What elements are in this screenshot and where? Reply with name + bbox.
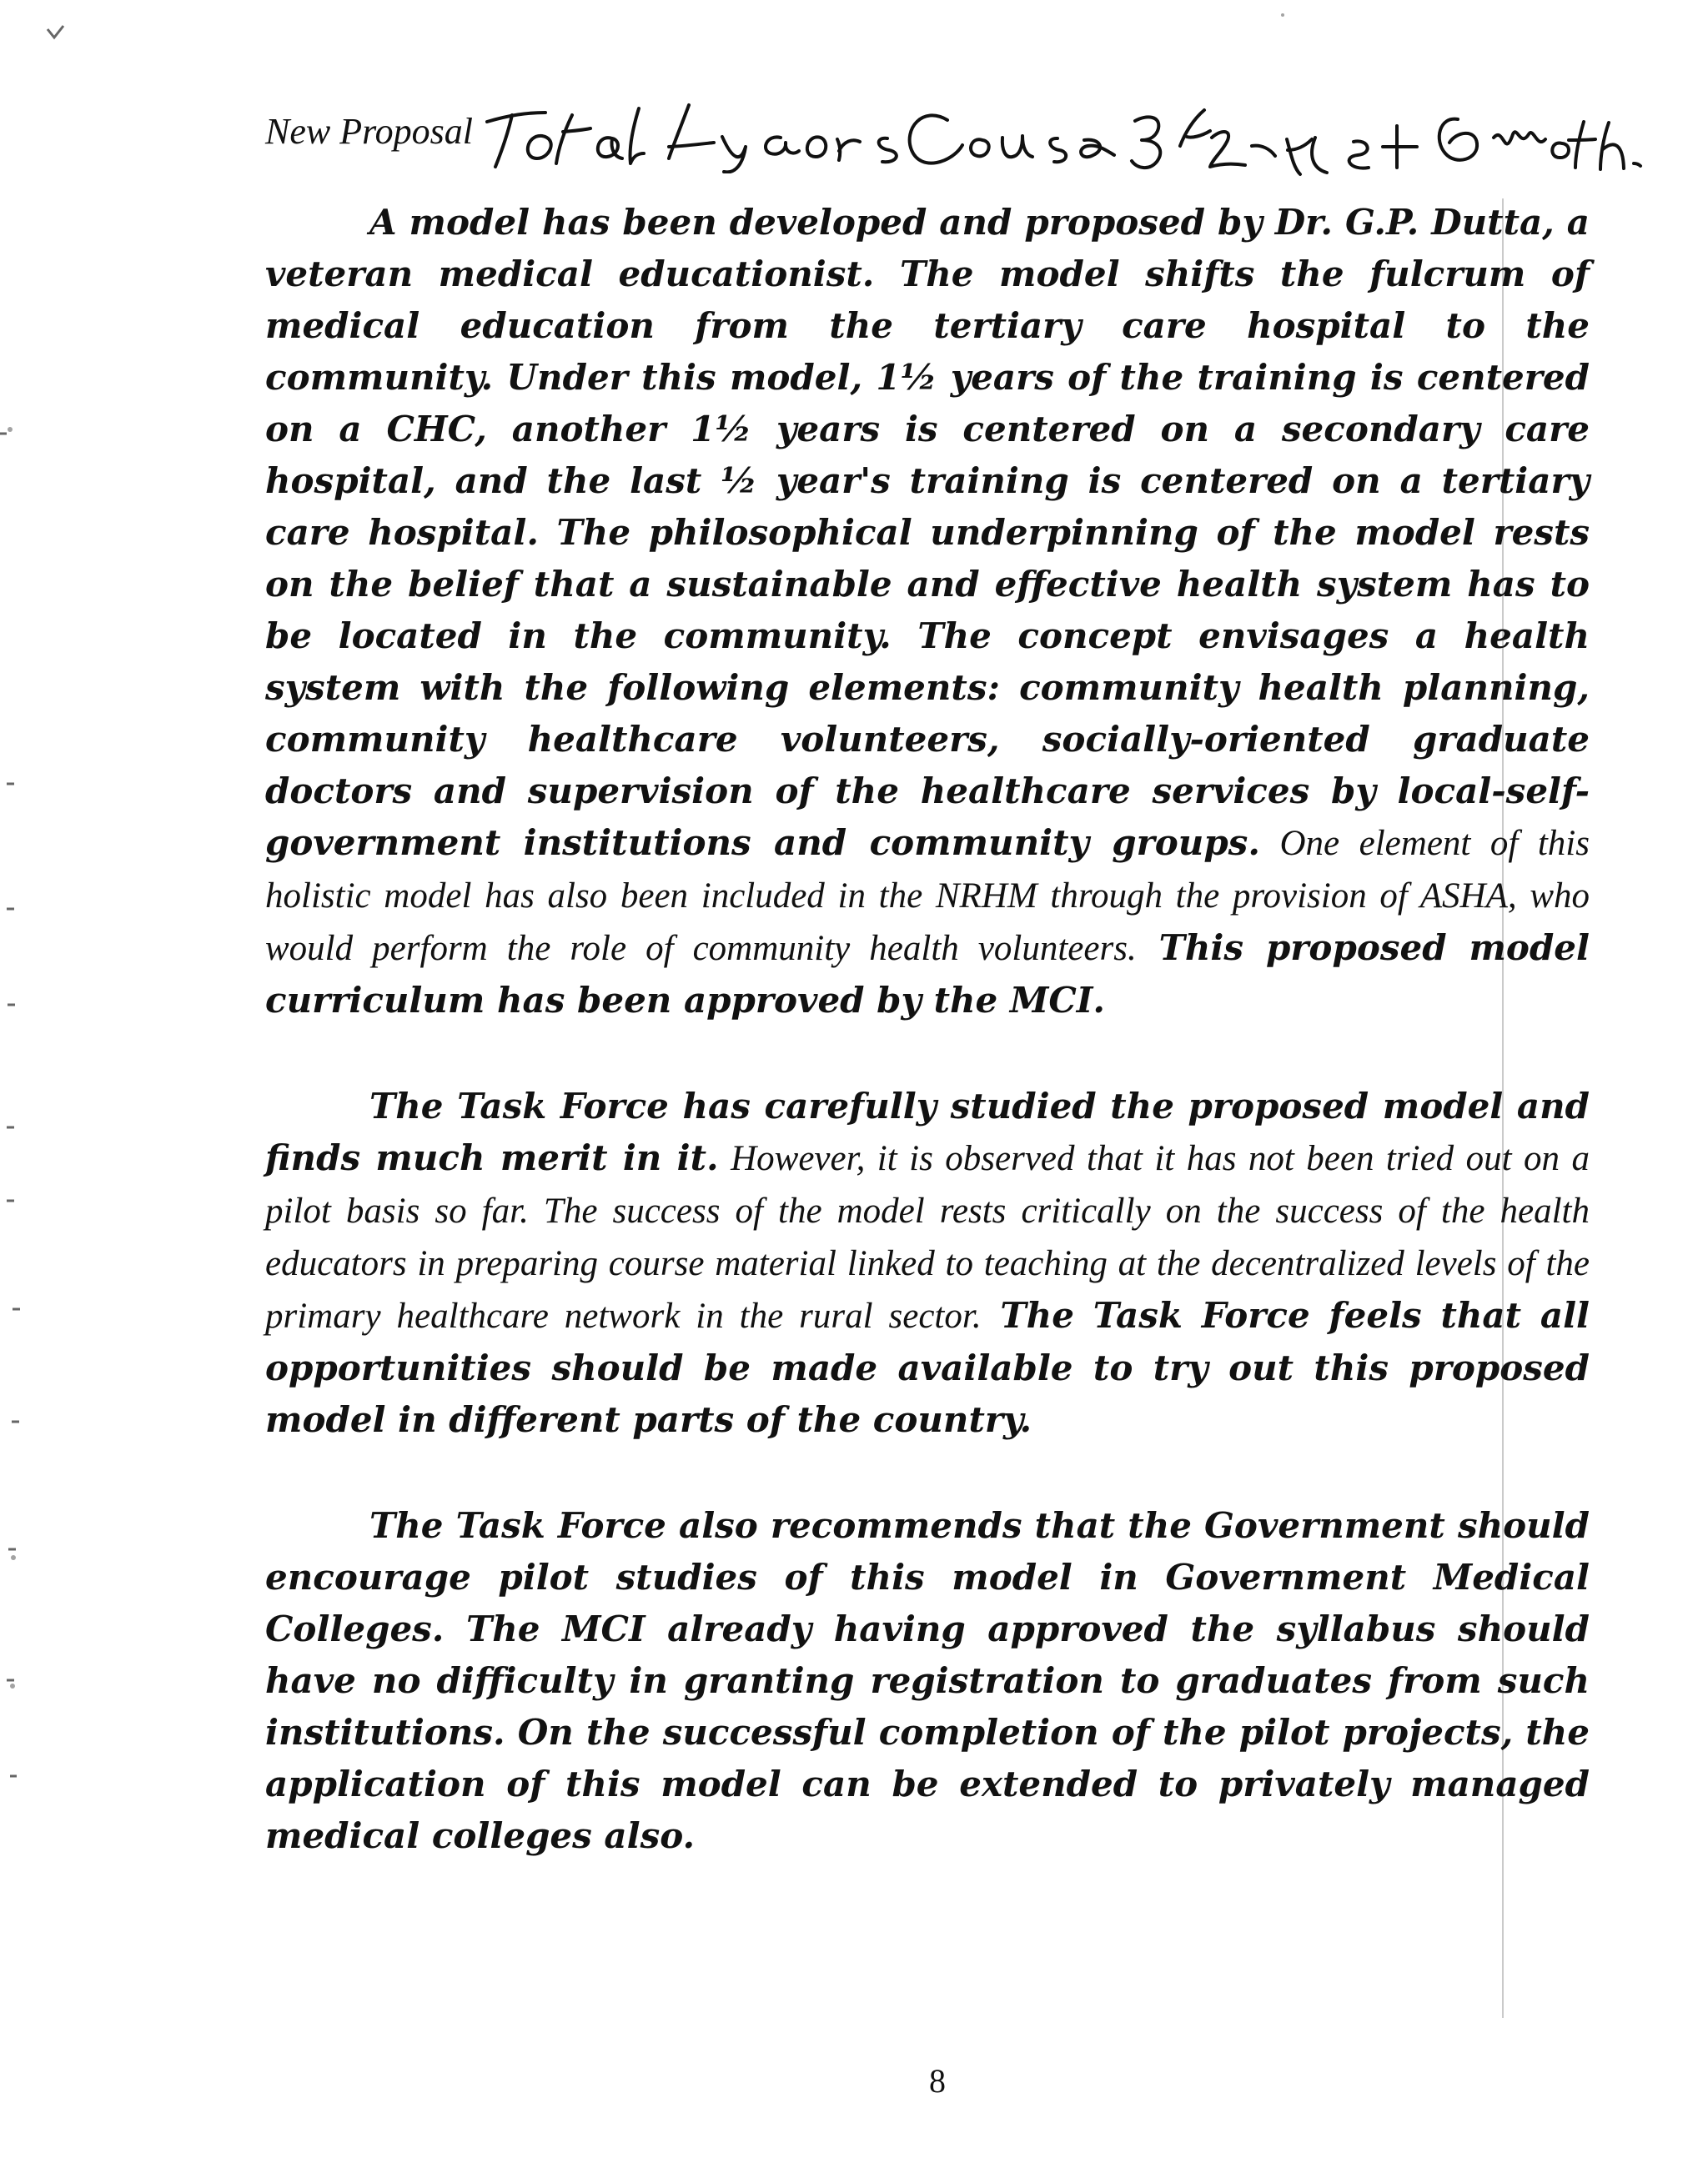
- page-header: [265, 98, 1600, 190]
- paragraph-light-text: However, it is observed that it has not been tried out on a pilot basis so far. The success of the model rests critically on the success of the health educators in preparing course material linked to teaching at the decentralized levels of the primary healthcare network in the rural sector.: [265, 1139, 1590, 1336]
- paragraph-model-proposal: [265, 197, 1590, 1026]
- handwritten-note-icon: [1128, 103, 1645, 178]
- paragraph-bold-end-text: The Task Force feels that all opportunities should be made available to try out this proposed model in different parts of the country.: [265, 1295, 1590, 1440]
- page-number: 8: [929, 2062, 946, 2100]
- paragraph-government-recommendation: [265, 1500, 1590, 1862]
- paragraph-bold-text: The Task Force also recommends that the Government should encourage pilot studies of this model in Government Medical Colleges. The MCI already having approved the syllabus should have no difficulty in granting registration to graduates from such institutions. On the successful completion of the pilot projects, the application of this model can be extended to privately managed medical colleges also.: [265, 1505, 1590, 1856]
- paragraph-light-text: One element of this holistic model has also been included in the NRHM through the provision of ASHA, who would perform the role of community health volunteers.: [265, 824, 1590, 968]
- paragraph-bold-text: A model has been developed and proposed by Dr. G.P. Dutta, a veteran medical educationist. The model shifts the fulcrum of medical education from the tertiary care hospital to the community. Under this model, 1½ years of the training is centered on a CHC, another 1½ years is centered on a secondary care hospital, and the last ½ year's training is centered on a tertiary care hospital. The philosophical underpinning of the model rests on the belief that a sustainable and effective health system has to be located in the community. The concept envisages a health system with the following elements: community health planning, community healthcare volunteers, socially-oriented graduate doctors and supervision of the healthcare services by local-self-government institutions and community groups.: [265, 202, 1590, 863]
- document-body: [265, 197, 1590, 1862]
- paragraph-task-force-review: [265, 1081, 1590, 1446]
- handwritten-note-icon: [480, 98, 1156, 173]
- paragraph-bold-end-text: This proposed model curriculum has been approved by the MCI.: [265, 927, 1590, 1021]
- header-label: New Proposal: [265, 111, 473, 152]
- paragraph-bold-text: The Task Force has carefully studied the proposed model and finds much merit in it.: [265, 1086, 1590, 1178]
